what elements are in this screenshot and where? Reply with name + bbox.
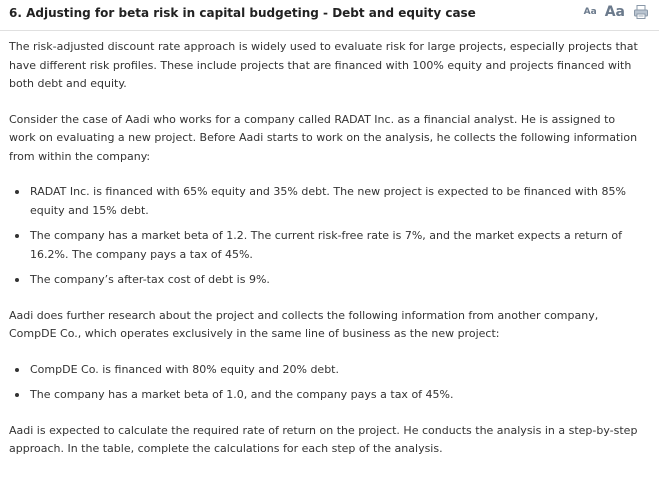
question-header bbox=[0, 0, 659, 31]
comparable-info-list bbox=[9, 361, 639, 405]
instructions-paragraph: Aadi is expected to calculate the required rate of return on the project. He conducts the analysis in a step-by-step approach. In the table, complete the calculations for each step of the analysis. bbox=[9, 423, 638, 455]
header-tools bbox=[584, 4, 649, 20]
list-item: The company has a market beta of 1.0, and the company pays a tax of 45%. bbox=[9, 386, 639, 405]
question-body bbox=[9, 38, 639, 476]
question-title: 6. Adjusting for beta risk in capital budgeting - Debt and equity case bbox=[9, 6, 476, 20]
increase-font-button[interactable]: Aa bbox=[604, 4, 625, 20]
decrease-font-button[interactable]: Aa bbox=[583, 7, 597, 17]
list-item: RADAT Inc. is financed with 65% equity and 35% debt. The new project is expected to be financed with 85% equity and 15% debt. bbox=[9, 183, 639, 220]
research-paragraph: Aadi does further research about the project and collects the following information from another company, CompDE Co., which operates exclusively in the same line of business as the new project: bbox=[9, 308, 599, 340]
list-item: The company has a market beta of 1.2. The current risk-free rate is 7%, and the market expects a return of 16.2%. The company pays a tax of 45%. bbox=[9, 227, 639, 264]
list-item: CompDE Co. is financed with 80% equity and 20% debt. bbox=[9, 361, 639, 380]
intro-paragraph: The risk-adjusted discount rate approach is widely used to evaluate risk for large projects, especially projects that have different risk profiles. These include projects that are financed with 100% equity and projects financed with both debt and equity. bbox=[9, 40, 638, 90]
scenario-paragraph: Consider the case of Aadi who works for a company called RADAT Inc. as a financial analyst. He is assigned to work on evaluating a new project. Before Aadi starts to work on the analysis, he collects the following information from within the company: bbox=[9, 112, 638, 163]
company-info-list bbox=[9, 183, 639, 290]
list-item: The company’s after-tax cost of debt is 9%. bbox=[9, 271, 639, 290]
print-icon[interactable] bbox=[633, 4, 649, 20]
